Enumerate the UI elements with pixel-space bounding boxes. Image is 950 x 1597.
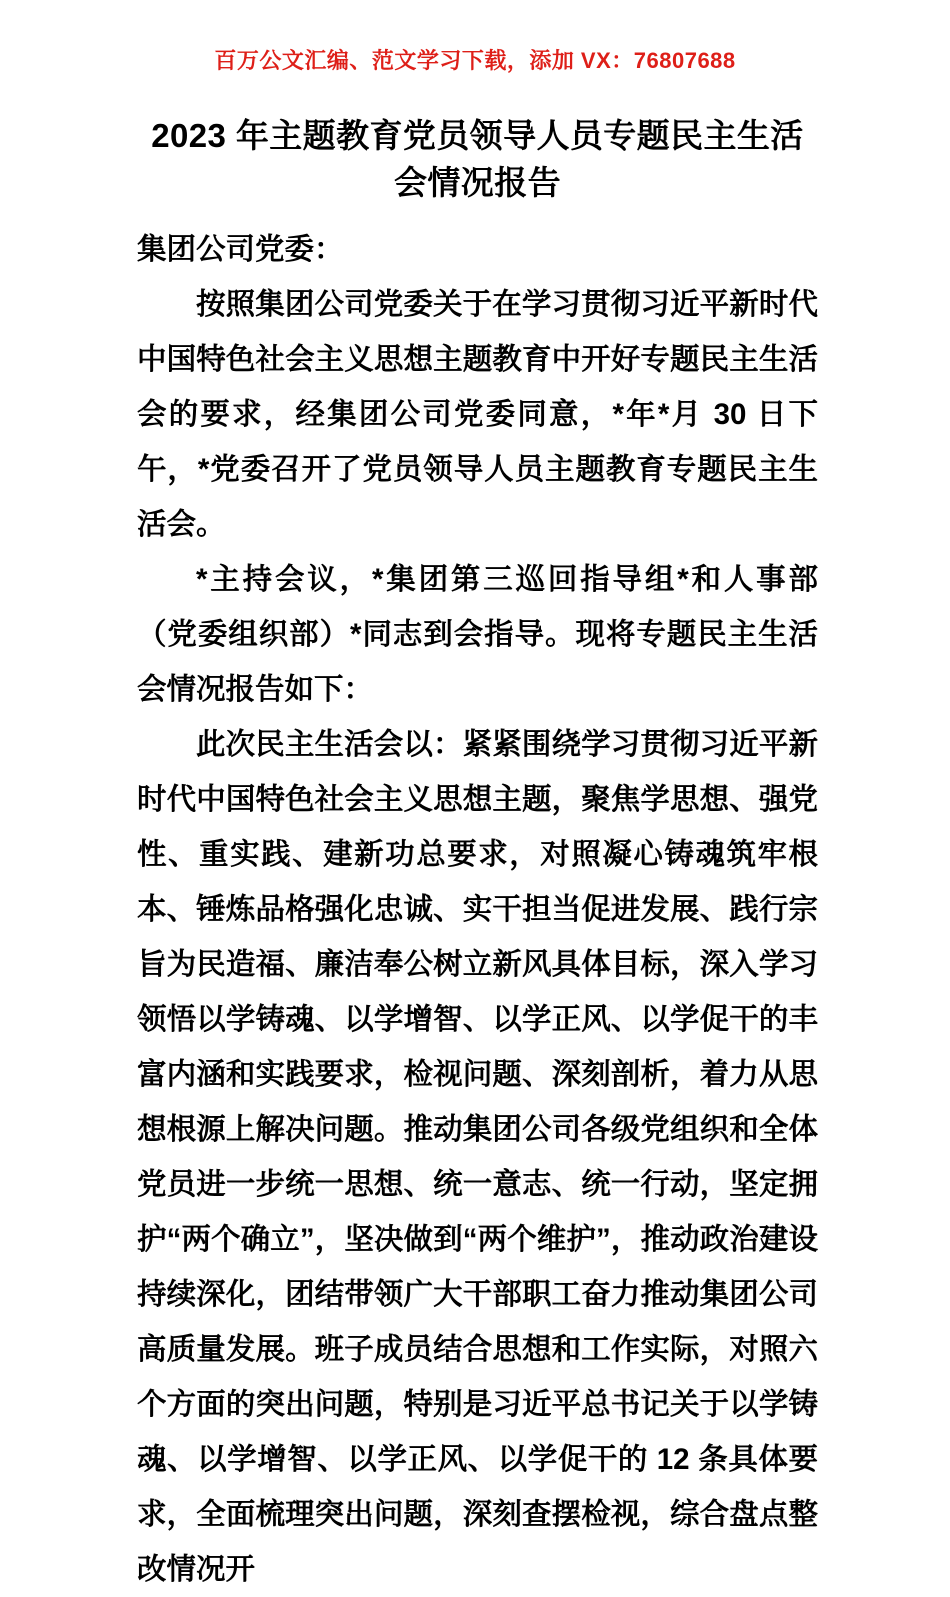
promo-banner-text: 百万公文汇编、范文学习下载，添加 VX：76807688	[214, 48, 736, 73]
document-content	[137, 112, 818, 1597]
document-body	[137, 222, 818, 1597]
paragraph-2: *主持会议，*集团第三巡回指导组*和人事部（党委组织部）*同志到会指导。现将专题民主生活会情况报告如下：	[137, 563, 818, 706]
paragraph-3: 此次民主生活会以：紧紧围绕学习贯彻习近平新时代中国特色社会主义思想主题，聚焦学思想、强党性、重实践、建新功总要求，对照凝心铸魂筑牢根本、锤炼品格强化忠诚、实干担当促进发展、践行宗旨为民造福、廉洁奉公树立新风具体目标，深入学习领悟以学铸魂、以学增智、以学正风、以学促干的丰富内涵和实践要求，检视问题、深刻剖析，着力从思想根源上解决问题。推动集团公司各级党组织和全体党员进一步统一思想、统一意志、统一行动，坚定拥护“两个确立”，坚决做到“两个维护”，推动政治建设持续深化，团结带领广大干部职工奋力推动集团公司高质量发展。班子成员结合思想和工作实际，对照六个方面的突出问题，特别是习近平总书记关于以学铸魂、以学增智、以学正风、以学促干的 12 条具体要求，全面梳理突出问题，深刻查摆检视，综合盘点整改情况开	[137, 728, 818, 1586]
page-title: 2023 年主题教育党员领导人员专题民主生活会情况报告	[151, 117, 804, 201]
salutation: 集团公司党委：	[137, 233, 344, 266]
paragraph-1: 按照集团公司党委关于在学习贯彻习近平新时代中国特色社会主义思想主题教育中开好专题民主生活会的要求，经集团公司党委同意，*年*月 30 日下午，*党委召开了党员领导人员主题教育专题民主生活会。	[137, 288, 818, 541]
